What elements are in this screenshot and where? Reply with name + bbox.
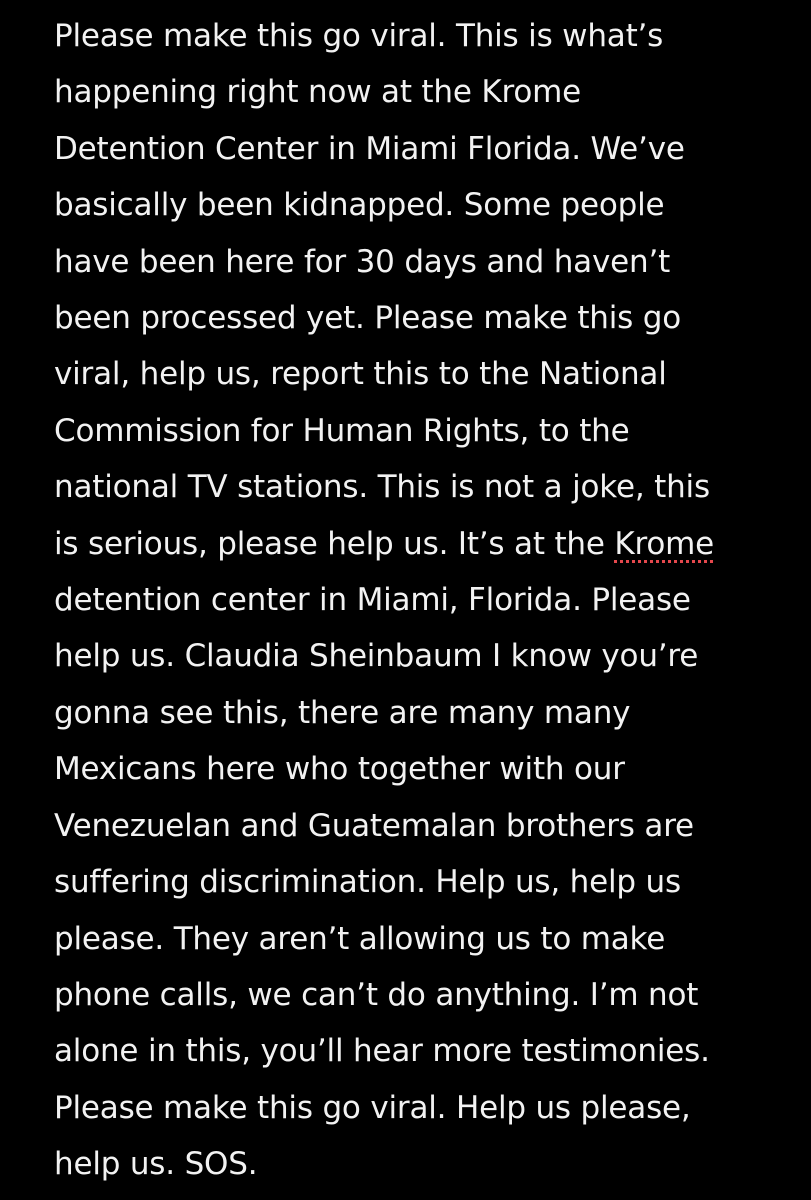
note-line: Please make this go viral. Help us please,	[54, 1089, 691, 1126]
note-line-segment: is serious, please help us. It’s at the	[54, 525, 615, 562]
note-text-area[interactable]	[54, 8, 774, 1193]
note-line: suffering discrimination. Help us, help us	[54, 864, 681, 901]
note-line: help us. SOS.	[54, 1146, 258, 1183]
note-line-with-spellcheck	[54, 516, 774, 572]
note-line: have been here for 30 days and haven’t	[54, 243, 671, 280]
note-line: gonna see this, there are many many	[54, 694, 631, 731]
note-line: help us. Claudia Sheinbaum I know you’re	[54, 638, 699, 675]
note-line: Mexicans here who together with our	[54, 751, 625, 788]
note-line: viral, help us, report this to the National	[54, 356, 667, 393]
note-line: please. They aren’t allowing us to make	[54, 920, 666, 957]
note-line: Commission for Human Rights, to the	[54, 412, 630, 449]
note-line: phone calls, we can’t do anything. I’m not	[54, 976, 699, 1013]
misspelled-word[interactable]: Krome	[614, 525, 715, 562]
note-line: Venezuelan and Guatemalan brothers are	[54, 807, 694, 844]
note-line: alone in this, you’ll hear more testimonies.	[54, 1033, 710, 1070]
note-line: been processed yet. Please make this go	[54, 300, 682, 337]
note-line: Detention Center in Miami Florida. We’ve	[54, 130, 685, 167]
note-line: detention center in Miami, Florida. Please	[54, 582, 691, 619]
note-line: Please make this go viral. This is what’s	[54, 18, 664, 54]
note-line: basically been kidnapped. Some people	[54, 187, 665, 224]
note-line: happening right now at the Krome	[54, 74, 581, 111]
note-line: national TV stations. This is not a joke, this	[54, 469, 710, 506]
